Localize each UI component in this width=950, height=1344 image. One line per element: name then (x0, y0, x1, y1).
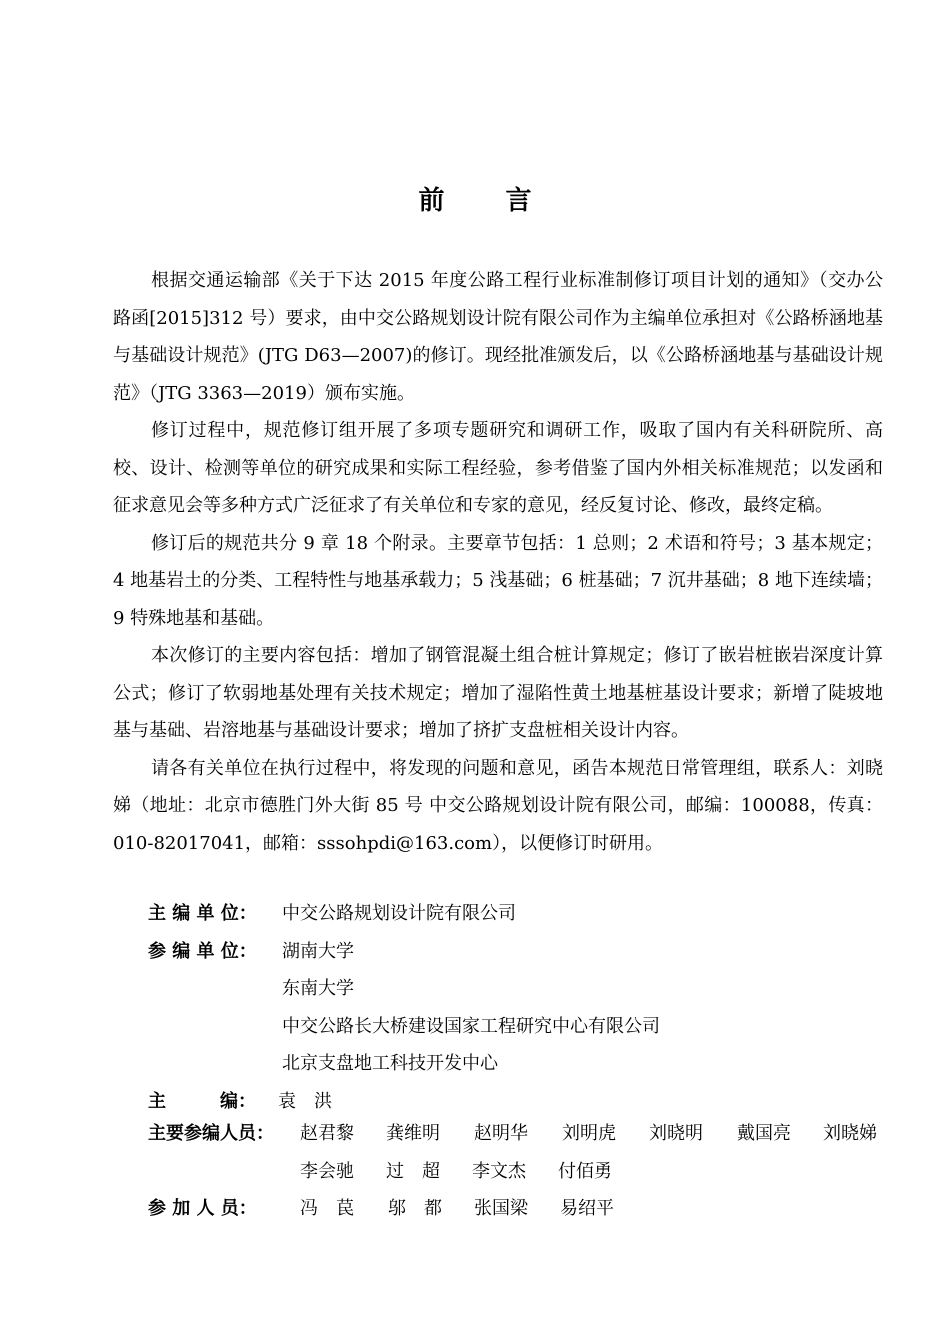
participant-name: 李文杰 (472, 1160, 526, 1182)
participant-name: 刘晓娣 (823, 1123, 877, 1144)
participant-name: 赵君黎 (300, 1123, 354, 1144)
participant-name: 冯 苠 (300, 1198, 354, 1219)
participant-name: 刘晓明 (649, 1123, 703, 1144)
main-participants-row-2 (148, 1153, 877, 1191)
participating-unit: 湖南大学 (282, 940, 354, 962)
paragraph-4: 本次修订的主要内容包括：增加了钢管混凝土组合桩计算规定；修订了嵌岩桩嵌岩深度计算公式；修订了软弱地基处理有关技术规定；增加了湿陷性黄土地基桩基设计要求；新增了陡坡地基与基础、岩溶地基与基础设计要求；增加了挤扩支盘桩相关设计内容。 (113, 645, 883, 741)
participating-units-row (148, 933, 888, 1083)
participant-name: 李会驰 (300, 1160, 354, 1182)
participating-units-label: 参 编 单 位： (148, 940, 257, 962)
chief-unit-label: 主 编 单 位： (148, 903, 257, 924)
chief-editor-label: 主 编： (148, 1090, 256, 1112)
participant-name: 付佰勇 (558, 1160, 612, 1182)
participant-name: 易绍平 (560, 1198, 614, 1219)
participant-name: 过 超 (386, 1160, 440, 1182)
chief-unit-row (148, 895, 888, 933)
paragraph-1: 根据交通运输部《关于下达 2015 年度公路工程行业标准制修订项目计划的通知》（交办公路函[2015]312 号）要求，由中交公路规划设计院有限公司作为主编单位承担对《公路桥涵地基与基础设计规范》(JTG D63—2007)的修订。现经批准颁发后，以《公路桥涵地基与基础设计规范》（JTG 3363—2019）颁布实施。 (113, 270, 883, 404)
participating-units-list (282, 933, 660, 1083)
page-title: 前 言 (418, 186, 558, 216)
credits-block (148, 895, 888, 1120)
chief-editor-value: 袁 洪 (278, 1090, 332, 1112)
participant-name: 赵明华 (474, 1123, 528, 1144)
participant-name: 龚维明 (386, 1123, 440, 1144)
main-participants-block (148, 1115, 877, 1228)
main-participants-label: 主要参编人员： (148, 1123, 274, 1144)
participating-unit: 北京支盘地工科技开发中心 (282, 1053, 498, 1074)
chief-unit-value: 中交公路规划设计院有限公司 (282, 903, 516, 924)
participant-name: 戴国亮 (737, 1123, 791, 1144)
preface-body (113, 262, 883, 862)
participant-name: 张国梁 (474, 1198, 528, 1219)
participant-name: 刘明虎 (562, 1123, 616, 1144)
paragraph-2: 修订过程中，规范修订组开展了多项专题研究和调研工作，吸取了国内有关科研院所、高校、设计、检测等单位的研究成果和实际工程经验，参考借鉴了国内外相关标准规范；以发函和征求意见会等多种方式广泛征求了有关单位和专家的意见，经反复讨论、修改，最终定稿。 (113, 420, 883, 516)
participants-row (148, 1190, 877, 1228)
participants-label: 参 加 人 员： (148, 1198, 257, 1219)
participating-unit: 东南大学 (282, 978, 354, 999)
participant-name: 邬 都 (388, 1198, 442, 1219)
paragraph-3: 修订后的规范共分 9 章 18 个附录。主要章节包括：1 总则；2 术语和符号；3 基本规定；4 地基岩土的分类、工程特性与地基承载力；5 浅基础；6 桩基础；7 沉井基础；8 地下连续墙；9 特殊地基和基础。 (113, 532, 883, 629)
paragraph-5: 请各有关单位在执行过程中，将发现的问题和意见，函告本规范日常管理组，联系人：刘晓娣（地址：北京市德胜门外大街 85 号 中交公路规划设计院有限公司，邮编：100088，传真：010-82017041，邮箱：sssohpdi@163.com），以便修订时研用。 (113, 757, 883, 854)
main-participants-row-1 (148, 1115, 877, 1153)
participating-unit: 中交公路长大桥建设国家工程研究中心有限公司 (282, 1015, 660, 1037)
